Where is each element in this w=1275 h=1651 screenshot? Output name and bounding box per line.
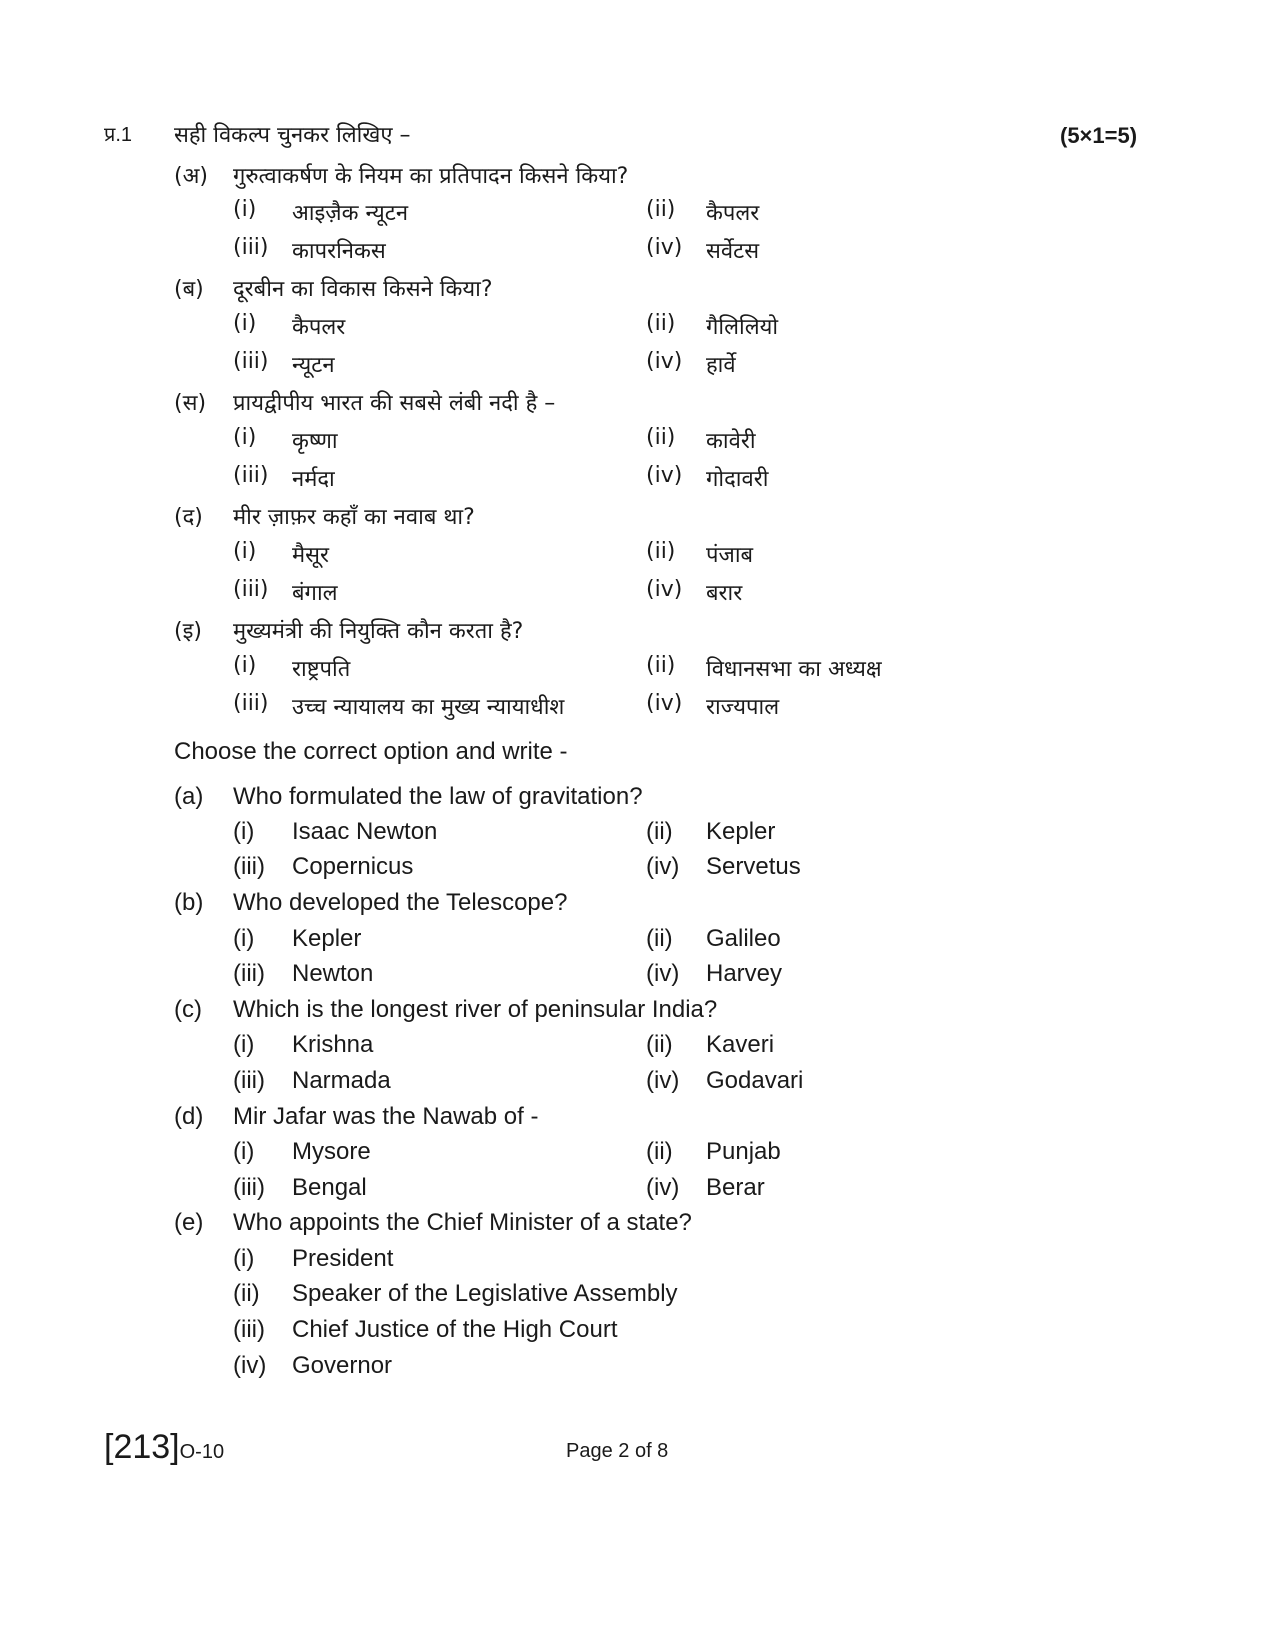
option-label: (iii) bbox=[233, 235, 269, 260]
option-label: (iv) bbox=[646, 1067, 680, 1094]
question-label: (a) bbox=[174, 783, 204, 810]
option-label: (iii) bbox=[233, 463, 269, 488]
question-label: (d) bbox=[174, 1103, 204, 1130]
option-label: (iii) bbox=[233, 1067, 265, 1094]
option-label: (iii) bbox=[233, 577, 269, 602]
option-label: (ii) bbox=[233, 1280, 260, 1307]
option-label: (i) bbox=[233, 653, 257, 678]
option-text: कापरनिकस bbox=[292, 239, 386, 264]
question-text: Mir Jafar was the Nawab of - bbox=[233, 1103, 539, 1130]
option-label: (ii) bbox=[646, 818, 673, 845]
instruction-english: Choose the correct option and write - bbox=[174, 738, 568, 765]
option-text: पंजाब bbox=[706, 543, 754, 568]
option-label: (iii) bbox=[233, 1316, 265, 1343]
option-text: Krishna bbox=[292, 1031, 374, 1058]
option-text: Harvey bbox=[706, 960, 783, 987]
option-label: (iv) bbox=[646, 349, 683, 374]
option-text: कृष्णा bbox=[292, 429, 338, 454]
option-text: मैसूर bbox=[292, 543, 330, 568]
question-text: दूरबीन का विकास किसने किया? bbox=[233, 277, 493, 302]
option-label: (iii) bbox=[233, 349, 269, 374]
option-text: Newton bbox=[292, 960, 374, 987]
question-text: मुख्यमंत्री की नियुक्ति कौन करता है? bbox=[233, 619, 524, 644]
option-label: (iv) bbox=[233, 1352, 267, 1379]
question-number: प्र.1 bbox=[104, 124, 133, 146]
paper-code-suffix: O-10 bbox=[179, 1441, 225, 1463]
option-text: न्यूटन bbox=[292, 353, 335, 378]
option-text: कैपलर bbox=[292, 315, 346, 340]
question-text: गुरुत्वाकर्षण के नियम का प्रतिपादन किसने किया? bbox=[233, 164, 629, 189]
option-text: राष्ट्रपति bbox=[292, 657, 351, 682]
option-label: (i) bbox=[233, 925, 255, 952]
question-label: (इ) bbox=[174, 619, 202, 644]
option-text: Berar bbox=[706, 1174, 765, 1201]
option-label: (ii) bbox=[646, 1138, 673, 1165]
option-text: बरार bbox=[706, 581, 743, 606]
option-label: (i) bbox=[233, 425, 257, 450]
paper-code-number: [213] bbox=[104, 1428, 180, 1466]
question-label: (अ) bbox=[174, 164, 208, 189]
option-label: (ii) bbox=[646, 1031, 673, 1058]
option-text: बंगाल bbox=[292, 581, 338, 606]
question-label: (c) bbox=[174, 996, 202, 1023]
question-label: (b) bbox=[174, 889, 204, 916]
option-label: (iv) bbox=[646, 463, 683, 488]
option-label: (iii) bbox=[233, 1174, 265, 1201]
option-text: Bengal bbox=[292, 1174, 367, 1201]
option-label: (ii) bbox=[646, 425, 676, 450]
option-label: (ii) bbox=[646, 653, 676, 678]
option-label: (iv) bbox=[646, 235, 683, 260]
option-text: कावेरी bbox=[706, 429, 756, 454]
option-text: आइज़ैक न्यूटन bbox=[292, 201, 409, 226]
paper-code bbox=[104, 1428, 224, 1467]
option-text: Kepler bbox=[292, 925, 362, 952]
option-text: Speaker of the Legislative Assembly bbox=[292, 1280, 678, 1307]
option-text: कैपलर bbox=[706, 201, 760, 226]
question-text: मीर ज़ाफ़र कहाँ का नवाब था? bbox=[233, 505, 475, 530]
question-label: (e) bbox=[174, 1209, 204, 1236]
option-text: नर्मदा bbox=[292, 467, 335, 492]
option-label: (iv) bbox=[646, 853, 680, 880]
option-text: Narmada bbox=[292, 1067, 391, 1094]
option-text: President bbox=[292, 1245, 394, 1272]
option-label: (iii) bbox=[233, 853, 265, 880]
option-label: (i) bbox=[233, 818, 255, 845]
option-label: (i) bbox=[233, 1138, 255, 1165]
option-label: (i) bbox=[233, 311, 257, 336]
option-text: गैलिलियो bbox=[706, 315, 779, 340]
option-label: (ii) bbox=[646, 197, 676, 222]
question-label: (द) bbox=[174, 505, 203, 530]
option-text: उच्च न्यायालय का मुख्य न्यायाधीश bbox=[292, 695, 565, 720]
option-text: Kepler bbox=[706, 818, 776, 845]
question-text: Who formulated the law of gravitation? bbox=[233, 783, 643, 810]
option-label: (i) bbox=[233, 197, 257, 222]
option-text: हार्वे bbox=[706, 353, 736, 378]
option-text: Copernicus bbox=[292, 853, 414, 880]
option-text: Servetus bbox=[706, 853, 801, 880]
question-text: Who developed the Telescope? bbox=[233, 889, 568, 916]
marks-allocation: (5×1=5) bbox=[1060, 123, 1138, 148]
question-label: (ब) bbox=[174, 277, 204, 302]
option-label: (i) bbox=[233, 1031, 255, 1058]
option-text: Galileo bbox=[706, 925, 781, 952]
question-text: Who appoints the Chief Minister of a state? bbox=[233, 1209, 692, 1236]
question-text: Which is the longest river of peninsular India? bbox=[233, 996, 718, 1023]
option-text: Chief Justice of the High Court bbox=[292, 1316, 618, 1343]
option-label: (iv) bbox=[646, 577, 683, 602]
option-text: विधानसभा का अध्यक्ष bbox=[706, 657, 882, 682]
option-label: (iv) bbox=[646, 691, 683, 716]
option-label: (iv) bbox=[646, 960, 680, 987]
question-label: (स) bbox=[174, 391, 207, 416]
option-label: (ii) bbox=[646, 311, 676, 336]
option-label: (ii) bbox=[646, 925, 673, 952]
option-label: (iii) bbox=[233, 691, 269, 716]
option-label: (iv) bbox=[646, 1174, 680, 1201]
option-text: Governor bbox=[292, 1352, 393, 1379]
option-text: राज्यपाल bbox=[706, 695, 780, 720]
option-text: Kaveri bbox=[706, 1031, 775, 1058]
option-text: सर्वेटस bbox=[706, 239, 760, 264]
option-text: Mysore bbox=[292, 1138, 371, 1165]
question-text: प्रायद्वीपीय भारत की सबसे लंबी नदी है – bbox=[233, 391, 556, 416]
option-label: (ii) bbox=[646, 539, 676, 564]
option-text: Godavari bbox=[706, 1067, 804, 1094]
instruction-hindi: सही विकल्प चुनकर लिखिए – bbox=[174, 123, 411, 148]
option-text: Punjab bbox=[706, 1138, 781, 1165]
option-text: Isaac Newton bbox=[292, 818, 438, 845]
option-label: (iii) bbox=[233, 960, 265, 987]
option-label: (i) bbox=[233, 1245, 255, 1272]
option-label: (i) bbox=[233, 539, 257, 564]
option-text: गोदावरी bbox=[706, 467, 769, 492]
page-number: Page 2 of 8 bbox=[566, 1440, 669, 1462]
